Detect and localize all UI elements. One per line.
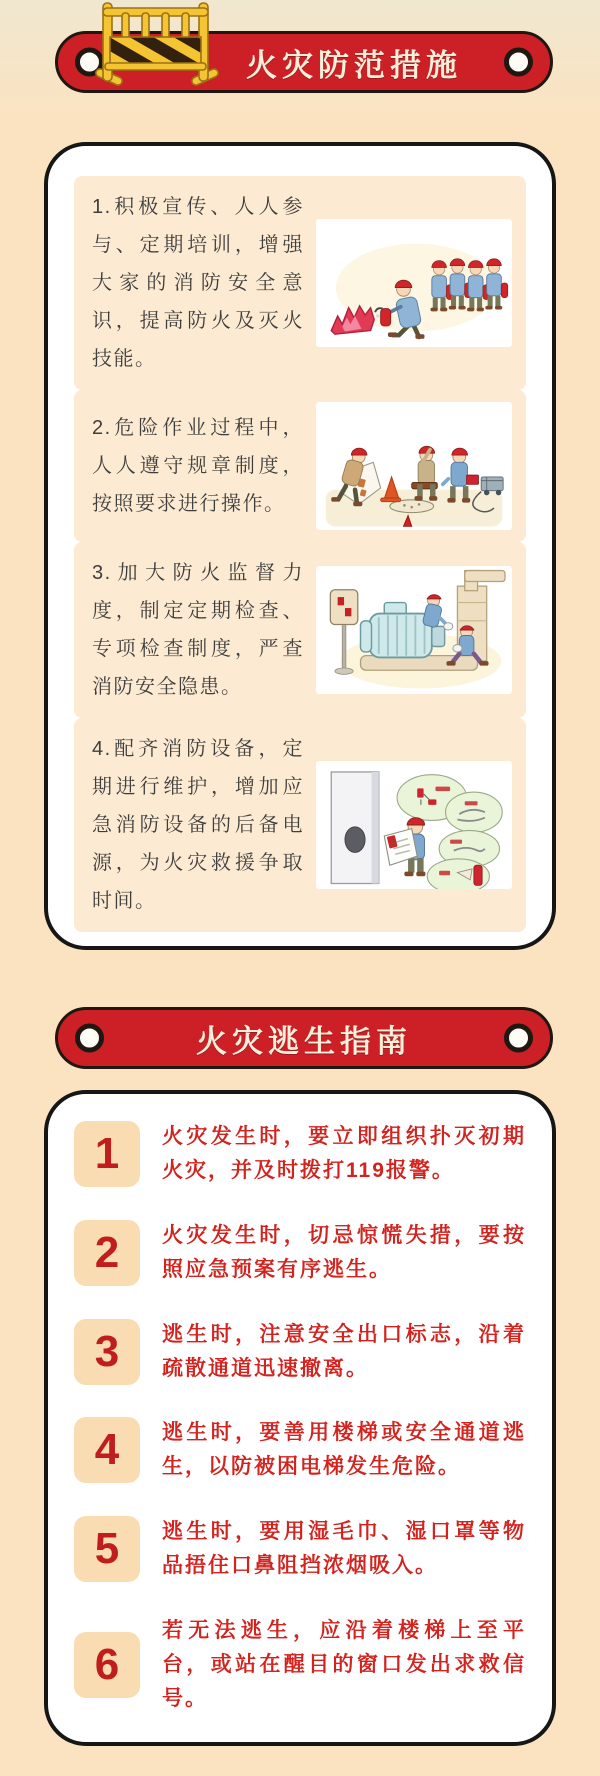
escape-item-5-text: 逃生时，要用湿毛巾、湿口罩等物品捂住口鼻阻挡浓烟吸入。 xyxy=(162,1520,526,1578)
prevention-item-2-text: 2.危险作业过程中，人人遵守规章制度，按照要求进行操作。 xyxy=(92,417,304,515)
eyelet-icon xyxy=(504,48,533,77)
escape-item-3 xyxy=(74,1318,526,1386)
illustration-machine-inspection-icon xyxy=(316,566,512,694)
escape-item-6 xyxy=(74,1614,526,1716)
step-number-5: 5 xyxy=(74,1516,140,1582)
prevention-item-4 xyxy=(74,718,526,932)
escape-item-1-text: 火灾发生时，要立即组织扑灭初期火灾，并及时拨打119报警。 xyxy=(162,1125,526,1182)
prevention-item-1-text: 1.积极宣传、人人参与、定期培训，增强大家的消防安全意识，提高防火及灭火技能。 xyxy=(92,196,304,370)
illustration-equipment-manual-icon xyxy=(316,761,512,889)
step-number-3: 3 xyxy=(74,1319,140,1385)
eyelet-icon xyxy=(504,1024,533,1053)
escape-item-2 xyxy=(74,1219,526,1287)
step-number-4: 4 xyxy=(74,1417,140,1483)
step-number-2: 2 xyxy=(74,1220,140,1286)
section-title-prevention: 火灾防范措施 xyxy=(246,47,462,83)
barrier-icon xyxy=(91,1,223,95)
prevention-item-3-text: 3.加大防火监督力度，制定定期检查、专项检查制度，严查消防安全隐患。 xyxy=(92,562,304,698)
escape-item-3-text: 逃生时，注意安全出口标志，沿着疏散通道迅速撤离。 xyxy=(162,1322,526,1380)
escape-item-4-text: 逃生时，要善用楼梯或安全通道逃生，以防被困电梯发生危险。 xyxy=(162,1421,526,1479)
prevention-item-4-text: 4.配齐消防设备，定期进行维护，增加应急消防设备的后备电源，为火灾救援争取时间。 xyxy=(92,738,304,912)
escape-item-4 xyxy=(74,1416,526,1484)
step-number-1: 1 xyxy=(74,1121,140,1187)
prevention-item-1 xyxy=(74,176,526,390)
section-title-escape: 火灾逃生指南 xyxy=(196,1023,412,1059)
escape-item-5 xyxy=(74,1515,526,1583)
illustration-safe-operation-icon xyxy=(316,402,512,530)
prevention-item-3 xyxy=(74,542,526,718)
escape-item-2-text: 火灾发生时，切忌惊慌失措，要按照应急预案有序逃生。 xyxy=(162,1223,526,1281)
escape-item-6-text: 若无法逃生，应沿着楼梯上至平台，或站在醒目的窗口发出求救信号。 xyxy=(162,1618,526,1710)
banner-escape xyxy=(55,1007,553,1069)
banner-prevention xyxy=(55,31,553,93)
escape-item-1 xyxy=(74,1120,526,1188)
step-number-6: 6 xyxy=(74,1632,140,1698)
escape-card xyxy=(44,1090,556,1746)
illustration-fire-extinguisher-drill-icon xyxy=(316,219,512,347)
prevention-card xyxy=(44,142,556,950)
prevention-item-2 xyxy=(74,390,526,542)
eyelet-icon xyxy=(75,1024,104,1053)
